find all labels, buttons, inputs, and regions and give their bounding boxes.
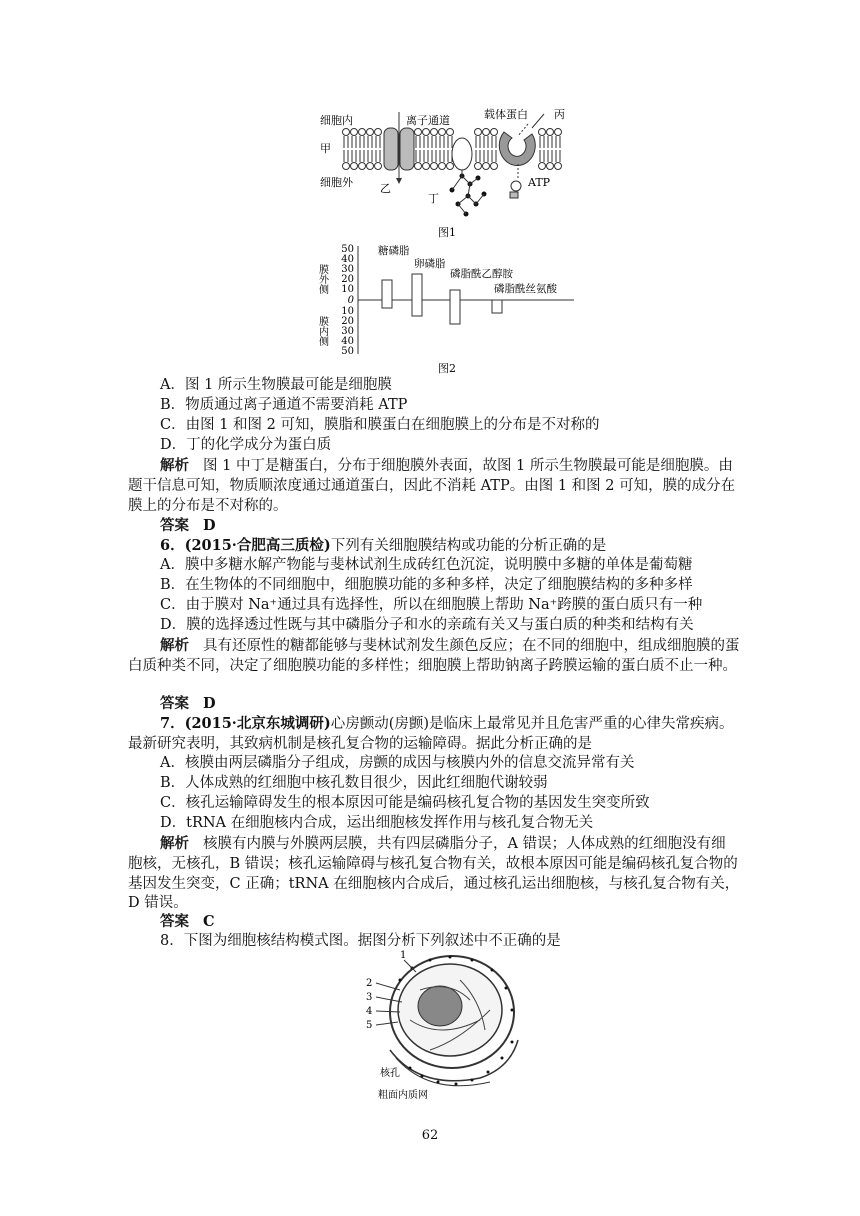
nucleus-num-5: 5 [366,1020,373,1031]
q7-answer-value: C [203,913,215,930]
q6-option-a: A．膜中多糖水解产物能与斐林试剂生成砖红色沉淀，说明膜中多糖的单体是葡萄糖 [160,557,693,573]
q6-answer-label: 答案 [160,695,189,712]
figure-2-caption: 图2 [438,362,456,375]
q6-answer [128,694,772,715]
nucleus-er-label: 粗面内质网 [378,1090,428,1101]
q5-answer-label: 答案 [160,517,189,534]
inner-label: 膜内侧 [316,316,328,346]
q7-option-a: A．核膜由两层磷脂分子组成，房颤的成因与核膜内外的信息交流异常有关 [160,755,635,771]
q7-option-d: D．tRNA 在细胞核内合成，运出细胞核发挥作用与核孔复合物无关 [160,815,594,831]
q7-option-b: B．人体成熟的红细胞中核孔数目很少，因此红细胞代谢较弱 [160,775,548,791]
q7-analysis-label: 解析 [160,835,189,852]
tick-bottom-10: 10 [341,306,354,317]
q5-option-c: C．由图 1 和图 2 可知，膜脂和膜蛋白在细胞膜上的分布是不对称的 [160,417,600,433]
tick-zero: 0 [347,295,354,306]
label-atp: ATP [528,176,551,189]
q6-source: 6．(2015·合肥高三质检) [160,537,331,554]
tick-bottom-30: 30 [341,326,354,337]
q5-answer [128,516,772,537]
label-carrier: 载体蛋白 [484,108,528,121]
q7-answer [128,912,772,933]
nucleus-num-2: 2 [366,978,373,989]
figure-1-membrane [318,104,580,240]
q6-analysis-label: 解析 [160,637,189,654]
q5-analysis [128,456,740,516]
lipid-lecithin: 卵磷脂 [414,258,446,270]
q6-stem [128,536,772,557]
tick-bottom-40: 40 [341,336,354,347]
nucleus-num-3: 3 [366,992,373,1003]
q6-analysis-text: 具有还原性的糖都能够与斐林试剂发生颜色反应；在不同的细胞中，组成细胞膜的蛋白质种类不同，决定了细胞膜功能的多样性；细胞膜上帮助钠离子跨膜运输的蛋白质不止一种。 [128,638,740,674]
nucleus-pore-label: 核孔 [380,1068,400,1079]
q6-option-c: C．由于膜对 Na⁺通过具有选择性，所以在细胞膜上帮助 Na⁺跨膜的蛋白质只有一种 [160,597,703,613]
q5-analysis-text: 图 1 中丁是糖蛋白，分布于细胞膜外表面，故图 1 所示生物膜最可能是细胞膜。由题干信息可知，物质顺浓度通过通道蛋白，因此不消耗 ATP。由图 1 和图 2 可知，膜的成分在膜上的分布是不对称的。 [128,458,736,514]
lipid-pe: 磷脂酰乙醇胺 [450,268,513,280]
label-outside: 细胞外 [320,176,353,189]
tick-top-40: 40 [341,254,354,265]
bar-glycolipid [382,280,392,308]
q5-option-a: A．图 1 所示生物膜最可能是细胞膜 [160,377,392,393]
label-bing: 丙 [554,108,565,121]
q6-option-d: D．膜的选择透过性既与其中磷脂分子和水的亲疏有关又与蛋白质的种类和结构有关 [160,617,694,633]
q8-stem: 8．下图为细胞核结构模式图。据图分析下列叙述中不正确的是 [160,933,561,949]
tick-top-30: 30 [341,264,354,275]
bar-ps [492,300,502,313]
outer-label: 膜外侧 [316,264,328,294]
label-ion-channel: 离子通道 [406,114,450,127]
lipid-glycolipid: 糖磷脂 [378,245,410,257]
q5-analysis-label: 解析 [160,457,189,474]
q7-analysis-text: 核膜有内膜与外膜两层膜，共有四层磷脂分子，A 错误；人体成熟的红细胞没有细胞核，无核孔，B 错误；核孔运输障碍与核孔复合物有关，故根本原因可能是编码核孔复合物的基因发生突变，C 正确；tRNA 在细胞核内合成后，通过核孔运出细胞核，与核孔复合物有关，D 错误。 [128,836,740,912]
nucleus-num-4: 4 [366,1006,373,1017]
tick-top-20: 20 [341,274,354,285]
q5-option-d: D．丁的化学成分为蛋白质 [160,437,332,453]
q7-source: 7．(2015·北京东城调研) [160,715,331,732]
figure-nucleus [360,950,520,1100]
label-yi: 乙 [380,182,391,195]
q6-stem-text: 下列有关细胞膜结构或功能的分析正确的是 [330,538,607,554]
q7-stem-text: 心房颤动(房颤)是临床上最常见并且危害严重的心律失常疾病。最新研究表明，其致病机制是核孔复合物的运输障碍。据此分析正确的是 [128,716,734,752]
q6-option-b: B．在生物体的不同细胞中，细胞膜功能的多种多样，决定了细胞膜结构的多种多样 [160,577,693,593]
q7-option-c: C．核孔运输障碍发生的根本原因可能是编码核孔复合物的基因发生突变所致 [160,795,650,811]
tick-top-50: 50 [341,244,354,255]
label-inside: 细胞内 [320,114,353,127]
label-jia: 甲 [320,142,331,155]
nucleus-num-1: 1 [400,950,407,961]
figure-1-caption: 图1 [438,226,456,239]
tick-top-10: 10 [341,284,354,295]
bar-pe [450,290,460,324]
page-number: 62 [421,1128,439,1143]
q6-analysis [128,636,740,677]
bar-lecithin [412,274,422,316]
q5-answer-value: D [203,517,216,534]
tick-bottom-50: 50 [341,346,354,357]
q7-stem [128,714,740,755]
tick-bottom-20: 20 [341,316,354,327]
q5-option-b: B．物质通过离子通道不需要消耗 ATP [160,397,408,413]
lipid-ps: 磷脂酰丝氨酸 [494,283,557,295]
q7-analysis [128,834,740,914]
q6-answer-value: D [203,695,216,712]
label-ding: 丁 [428,192,439,205]
figure-2-lipids [318,240,580,378]
q7-answer-label: 答案 [160,913,189,930]
